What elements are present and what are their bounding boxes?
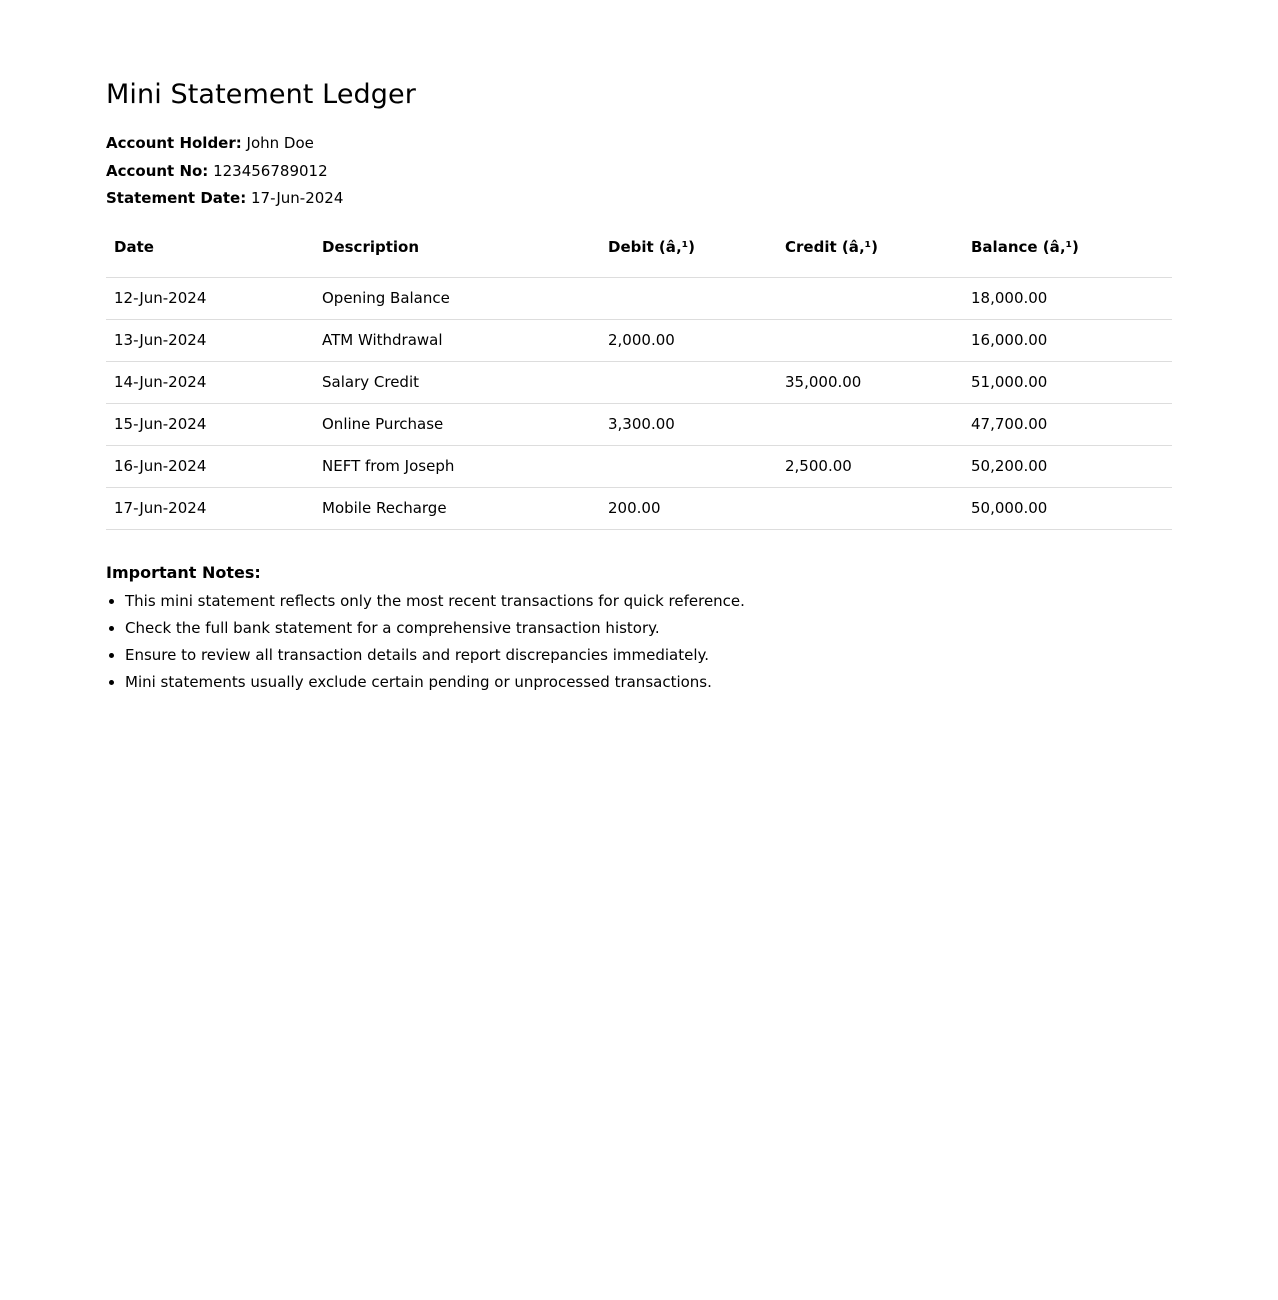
account-holder-line — [106, 130, 1172, 158]
account-holder-label: Account Holder: — [106, 134, 242, 152]
cell-balance: 50,000.00 — [963, 487, 1172, 529]
page-title: Mini Statement Ledger — [106, 79, 416, 110]
cell-description: ATM Withdrawal — [314, 319, 600, 361]
account-number-label: Account No: — [106, 161, 209, 180]
table-row — [106, 445, 1172, 487]
cell-debit: 200.00 — [600, 487, 777, 529]
cell-description: Online Purchase — [314, 403, 600, 445]
header-credit: Credit (â‚¹) — [777, 235, 963, 278]
cell-debit — [600, 277, 777, 319]
cell-date: 12-Jun-2024 — [106, 277, 314, 319]
cell-description: Opening Balance — [314, 277, 600, 319]
cell-credit — [777, 319, 963, 361]
statement-date-line — [106, 185, 1172, 213]
cell-balance: 18,000.00 — [963, 277, 1172, 319]
table-row — [106, 403, 1172, 445]
table-row — [106, 277, 1172, 319]
table-row — [106, 319, 1172, 361]
cell-debit — [600, 445, 777, 487]
cell-description: Mobile Recharge — [314, 487, 600, 529]
statement-date-value: 17-Jun-2024 — [251, 189, 344, 207]
notes-list — [106, 588, 1172, 696]
cell-date: 15-Jun-2024 — [106, 403, 314, 445]
cell-date: 17-Jun-2024 — [106, 487, 314, 529]
cell-description: Salary Credit — [314, 361, 600, 403]
header-date: Date — [106, 235, 314, 278]
table-row — [106, 487, 1172, 529]
cell-credit — [777, 403, 963, 445]
account-holder-value: John Doe — [246, 134, 314, 152]
account-number-line — [106, 158, 1172, 186]
header-description: Description — [314, 235, 600, 278]
statement-date-label: Statement Date: — [106, 189, 247, 207]
cell-date: 14-Jun-2024 — [106, 361, 314, 403]
cell-credit: 2,500.00 — [777, 445, 963, 487]
cell-debit: 3,300.00 — [600, 403, 777, 445]
cell-debit: 2,000.00 — [600, 319, 777, 361]
cell-credit — [777, 277, 963, 319]
cell-balance: 16,000.00 — [963, 319, 1172, 361]
list-item: • This mini statement reflects only the most recent transactions for quick reference. — [125, 588, 1172, 615]
cell-date: 13-Jun-2024 — [106, 319, 314, 361]
cell-description: NEFT from Joseph — [314, 445, 600, 487]
list-item: • Ensure to review all transaction details and report discrepancies immediately. — [125, 642, 1172, 669]
cell-balance: 50,200.00 — [963, 445, 1172, 487]
cell-credit: 35,000.00 — [777, 361, 963, 403]
table-row — [106, 361, 1172, 403]
important-notes — [106, 562, 1172, 696]
cell-balance: 47,700.00 — [963, 403, 1172, 445]
account-details — [106, 130, 1172, 213]
header-debit: Debit (â‚¹) — [600, 235, 777, 278]
list-item: • Check the full bank statement for a comprehensive transaction history. — [125, 615, 1172, 642]
cell-date: 16-Jun-2024 — [106, 445, 314, 487]
notes-title: Important Notes: — [106, 562, 261, 582]
cell-balance: 51,000.00 — [963, 361, 1172, 403]
account-number-value: 123456789012 — [213, 161, 328, 180]
cell-credit — [777, 487, 963, 529]
list-item: • Mini statements usually exclude certain pending or unprocessed transactions. — [125, 669, 1172, 696]
header-balance: Balance (â‚¹) — [963, 235, 1172, 278]
table-header-row — [106, 235, 1172, 278]
cell-debit — [600, 361, 777, 403]
transactions-table — [106, 235, 1172, 530]
